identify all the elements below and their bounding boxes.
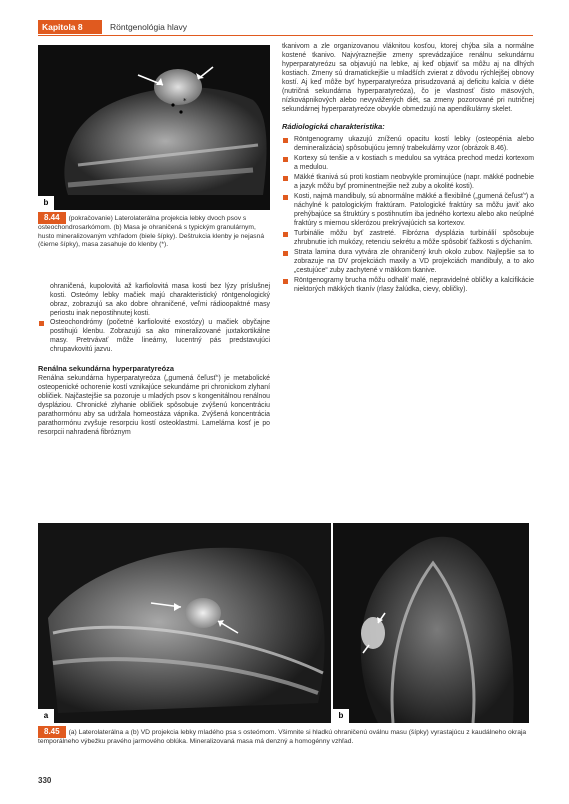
figure-8-44-caption-text: (pokračovanie) Laterolaterálna projekcia lebky dvoch psov s osteochondrosarkómom. (b) Masa je ohraničená s typickým granulárnym, husto mineralizovaným vzhľadom (biele šípky). Deštrukcia klenby je nejasná (čierne šípky), masa zasahuje do klenby (*). bbox=[38, 215, 265, 249]
bullet-item: Mäkké tkanivá sú proti kostiam neobvykle prominujúce (napr. mäkké podnebie a jazyk môžu byť prominentnejšie než zuby a okolité kosti). bbox=[282, 173, 534, 191]
bullet-osteochondromy: Osteochondrómy (početné karfiolovité exostózy) u mačiek obyčajne postihujú klenbu. Zobrazujú sa ako mineralizované juxtakortikálne masy. Pretrvávať môže lineárny, lucentný pás predstavujúci chrupavkovitú jazvu. bbox=[38, 318, 270, 354]
figure-8-44b-xray bbox=[38, 45, 270, 210]
header-rule bbox=[38, 35, 533, 36]
figure-8-44-caption bbox=[38, 212, 270, 250]
heading-renal: Renálna sekundárna hyperparatyreóza bbox=[38, 364, 174, 373]
bullet-continuation: ohraničená, kupolovitá až karfiolovitá masa kosti bez lýzy príslušnej kosti. Osteómy lebky mačiek majú charakteristický röntgenologický obraz, zobrazujú sa ako dobre ohraničené, veľmi rádioopaktné masy periostu inak nepostihnutej kosti. bbox=[50, 283, 270, 317]
figure-8-45b-xray bbox=[333, 523, 529, 723]
bullet-item: Röntgenogramy ukazujú zníženú opacitu kostí lebky (osteopénia alebo demineralizácia) spôsobujúcu jemný trabekulárny vzor (obrázok 8.46). bbox=[282, 135, 534, 153]
bullet-item: Röntgenogramy brucha môžu odhaliť malé, nepravidelné obličky a kalcifikácie niektorých mäkkých tkanív (rlasy žalúdka, cievy, obličky). bbox=[282, 276, 534, 294]
right-continuation: tkanivom a zle organizovanou vláknitou kosťou, ktorej chýba sila a normálne kostené tkanivo. Najvýraznejšie zmeny sprevádzajúce renálnu sekundárnu hyperparatyreózu sa objavujú na lebke, aj keď objaviť sa môžu aj na dlhých kostiach. Zmeny sú dramatickejšie u mladších zvierat z dôvodu rýchlejšej obnovy kostí. Aj keď môže byť hyperparatyreóza prisudzovaná aj deficitu kalcia v diéte (nutričná sekundárna hyperparatyreóza), čo je vlastnosť čisto mäsových, nízkovápnikových alebo nevyvážených diét, sa zmeny pozorované pri nutričnej sekundárnej hyperparatyreóze obvykle obmedzujú na apendikulárny skelet. bbox=[282, 43, 534, 113]
chapter-tag: Kapitola 8 bbox=[38, 20, 102, 34]
bullet-item: Kosti, najmä mandibuly, sú abnormálne mäkké a flexibilné („gumená čeľusť“) a náchylné k patologickým fraktúram. Patologické fraktúry sa môžu javiť ako prehýbajúce sa štruktúry s postihnutím iba jedného kortexu alebo ako neúplné fraktúry s miernou sklerózou prekrývajúcich sa kortexov. bbox=[282, 192, 534, 228]
bullet-item: Turbinálie môžu byť zastreté. Fibrózna dysplázia turbinálií spôsobuje zhrubnutie ich mukózy, retenciu sekrétu a môže spôsobiť ťažkosti s dýchaním. bbox=[282, 229, 534, 247]
figure-number-8-45: 8.45 bbox=[38, 726, 66, 738]
figure-8-45-caption-text: (a) Laterolaterálna a (b) VD projekcia lebky mladého psa s osteómom. Všimnite si hladkú ohraničenú oválnu masu (šípky) vyrastajúcu z kaudálneho okraja temporálneho výbežku pravého jarmového oblúka. Mineralizovaná masa má denzný a homogénny vzhľad. bbox=[38, 729, 527, 745]
page-number: 330 bbox=[38, 776, 52, 785]
right-column bbox=[282, 42, 534, 295]
bullet-item: Strata lamina dura vytvára zle ohraničený kruh okolo zubov. Najlepšie sa to zobrazuje na DV projekciách maxily a VD projekciách mandibuly, a to ako „cestujúce“ zuby zachytené v mäkkom tkanive. bbox=[282, 248, 534, 275]
panel-label-b: b bbox=[38, 196, 54, 210]
figure-8-45-caption bbox=[38, 726, 529, 747]
renal-paragraph: Renálna sekundárna hyperparatyreóza („gumená čeľusť“) je metabolické osteopenické ochorenie kostí vznikajúce sekundárne pri chronickom zlyhaní obličiek. Najčastejšie sa pozoruje u mladých psov s kongenitálnou renálnou dyspláziou. Chronické zlyhanie obličiek spôsobuje zvýšenú koncentráciu parathormónu aby sa udržala homeostáza vápnika. Zvýšená koncentrácia parathormónu zvyšuje resorpciu kostí osteoklastmi. Lamelárna kosť je po resorpcii nahradená fibróznym bbox=[38, 375, 270, 436]
left-column bbox=[38, 282, 270, 437]
radiologic-bullet-list bbox=[282, 135, 534, 294]
figure-number-8-44: 8.44 bbox=[38, 212, 66, 224]
heading-radiologic: Rádiologická charakteristika: bbox=[282, 122, 385, 131]
panel-label-b: b bbox=[333, 709, 349, 723]
figure-8-45a-xray bbox=[38, 523, 331, 723]
left-bullet-list bbox=[38, 318, 270, 354]
svg-text:*: * bbox=[183, 97, 187, 105]
running-title: Röntgenológia hlavy bbox=[110, 22, 188, 32]
bullet-item: Kortexy sú tenšie a v kostiach s medulou sa vytráca prechod medzi kortexom a medulou. bbox=[282, 154, 534, 172]
panel-label-a: a bbox=[38, 709, 54, 723]
